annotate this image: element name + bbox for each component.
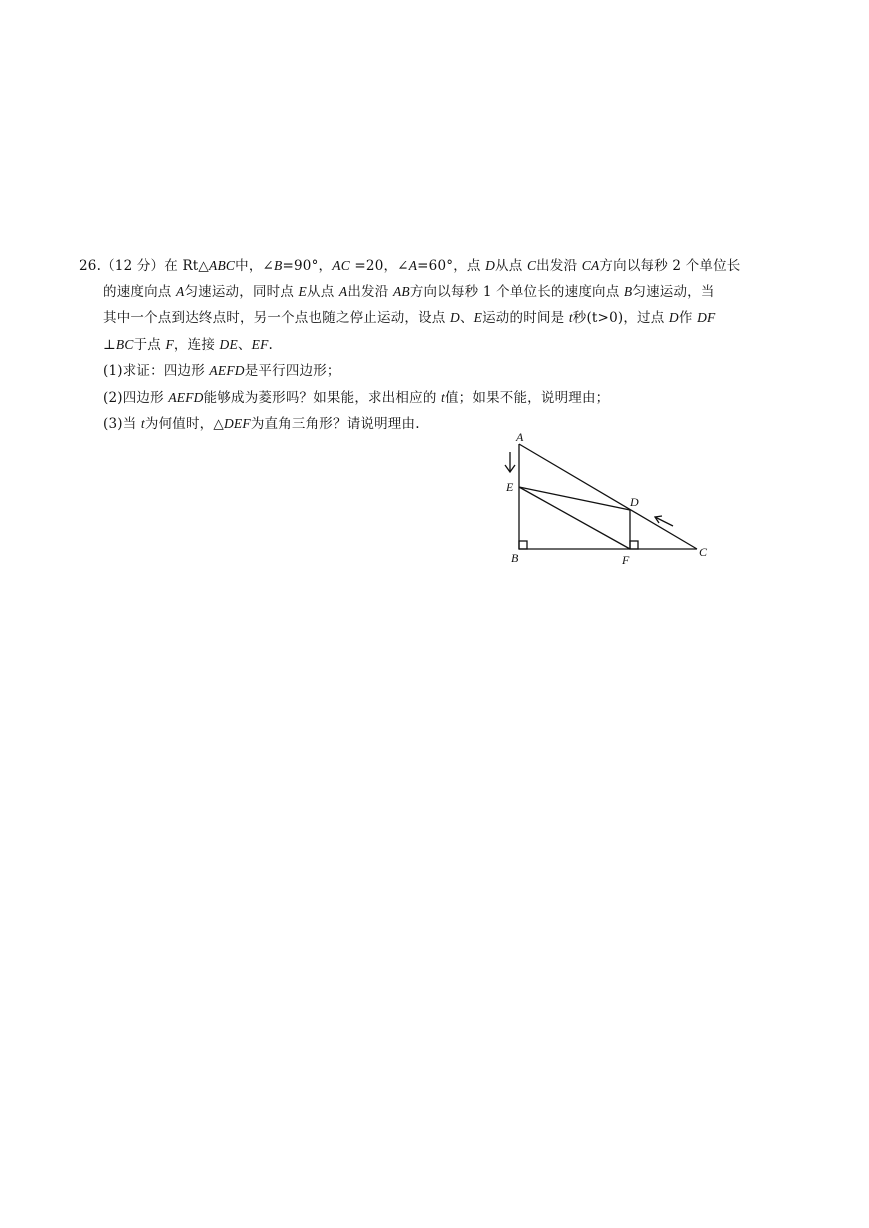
segment-ed bbox=[519, 487, 630, 510]
question-2: (2)四边形 AEFD能够成为菱形吗？如果能，求出相应的 t值；如果不能，说明理由； bbox=[103, 390, 610, 406]
right-angle-mark-f bbox=[630, 541, 638, 549]
label-a: A bbox=[516, 430, 524, 444]
problem-line-2: 的速度向点 A匀速运动，同时点 E从点 A出发沿 AB方向以每秒 1 个单位长的速度向点 B匀速运动，当 bbox=[103, 284, 715, 300]
label-b: B bbox=[511, 551, 519, 565]
problem-line-4: ⊥BC于点 F，连接 DE、EF. bbox=[103, 337, 274, 353]
label-f: F bbox=[622, 553, 630, 567]
problem-line-3: 其中一个点到达终点时，另一个点也随之停止运动，设点 D、E运动的时间是 t秒(t>0)，过点 D作 DF bbox=[103, 310, 716, 326]
arrow-down-icon bbox=[505, 452, 515, 472]
triangle-figure bbox=[495, 425, 725, 570]
right-angle-mark-b bbox=[519, 541, 527, 549]
question-1: (1)求证：四边形 AEFD是平行四边形； bbox=[103, 363, 341, 379]
problem-number: 26. bbox=[79, 258, 102, 274]
label-d: D bbox=[630, 495, 639, 509]
segment-ef bbox=[519, 487, 630, 549]
label-e: E bbox=[506, 480, 514, 494]
question-3: (3)当 t为何值时，△DEF为直角三角形？请说明理由. bbox=[103, 416, 420, 432]
label-c: C bbox=[699, 545, 708, 559]
problem-line-1: 26.（12 分）在 Rt△ABC中，∠B=90°，AC =20，∠A=60°，点 D从点 C出发沿 CA方向以每秒 2 个单位长 bbox=[79, 258, 741, 274]
segment-ac bbox=[519, 444, 697, 549]
arrow-up-left-icon bbox=[655, 516, 673, 526]
